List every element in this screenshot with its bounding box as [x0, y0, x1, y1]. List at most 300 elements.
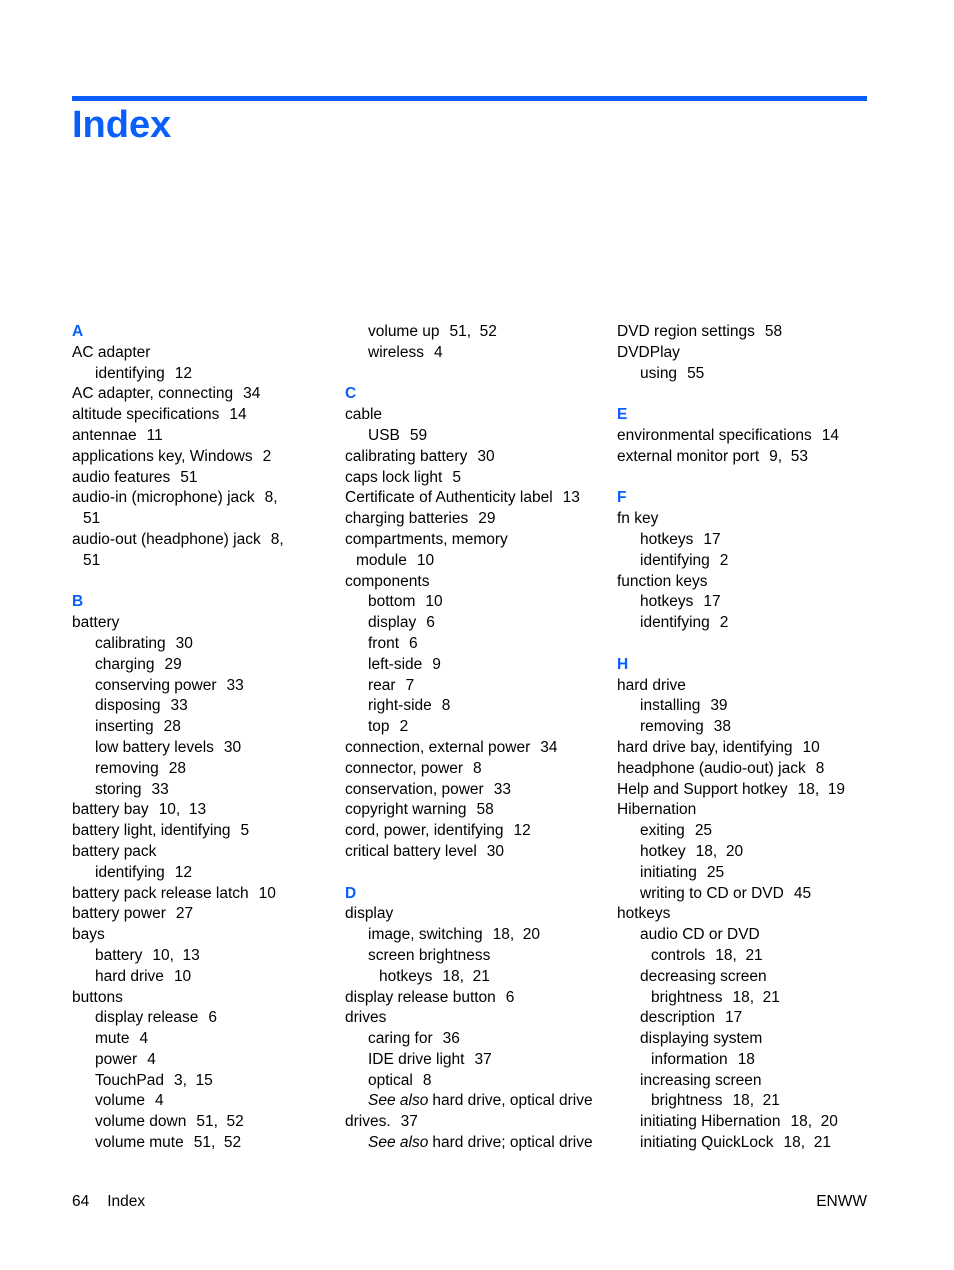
index-term: hotkeys	[617, 905, 671, 923]
index-entry	[72, 364, 322, 385]
index-entry	[617, 1029, 877, 1050]
index-entry	[345, 1008, 600, 1029]
index-term: compartments, memory	[345, 530, 508, 548]
see-also-label: See also	[368, 1092, 429, 1110]
index-page-ref: 10, 13	[158, 801, 207, 819]
index-term: DVDPlay	[617, 343, 680, 361]
index-entry	[345, 592, 600, 613]
index-entry	[345, 780, 600, 801]
index-entry	[72, 468, 322, 489]
index-entry	[345, 988, 600, 1009]
index-page-ref: 8	[441, 697, 451, 715]
index-page-ref: 51, 52	[193, 1134, 242, 1152]
index-entry	[617, 322, 877, 343]
index-term: brightness	[651, 1092, 723, 1110]
index-entry	[617, 946, 877, 967]
index-term: volume mute	[95, 1134, 184, 1152]
index-entry	[617, 1112, 877, 1133]
index-page-ref: 18, 20	[695, 842, 744, 860]
index-page-ref: 37	[400, 1113, 418, 1131]
index-term: bays	[72, 926, 105, 944]
index-page-ref: 33	[170, 697, 188, 715]
index-term: storing	[95, 780, 142, 798]
title-rule	[72, 96, 867, 101]
index-entry	[72, 821, 322, 842]
index-letter-heading: H	[617, 655, 629, 673]
index-entry	[345, 738, 600, 759]
index-page-ref: 18, 21	[783, 1134, 831, 1152]
index-entry	[72, 863, 322, 884]
index-page-ref: 18, 20	[492, 926, 540, 944]
index-term: hotkeys	[640, 530, 694, 548]
index-column-3	[617, 322, 877, 1154]
index-entry	[72, 384, 322, 405]
index-term: right-side	[368, 697, 432, 715]
index-term: IDE drive light	[368, 1050, 465, 1068]
index-page-ref: 45	[793, 884, 812, 902]
index-term: removing	[95, 759, 159, 777]
index-page-ref: 2	[719, 614, 729, 632]
index-entry	[345, 488, 600, 509]
index-term: antennae	[72, 426, 137, 444]
index-page-ref: 12	[174, 364, 193, 382]
index-entry	[72, 1050, 322, 1071]
index-entry	[345, 655, 600, 676]
index-letter-heading: A	[72, 323, 84, 340]
index-entry	[617, 821, 877, 842]
index-page-ref: 14	[821, 426, 839, 444]
index-entry	[72, 696, 322, 717]
index-entry	[617, 967, 877, 988]
index-term: description	[640, 1009, 715, 1027]
index-term: applications key, Windows	[72, 447, 253, 465]
index-term: battery	[72, 614, 120, 632]
index-term: audio features	[72, 468, 171, 486]
index-page-ref: 6	[208, 1009, 218, 1027]
index-term: caps lock light	[345, 468, 443, 486]
index-term: volume	[95, 1092, 145, 1110]
index-page-ref: 33	[226, 676, 244, 694]
index-page-ref: 10	[802, 738, 820, 756]
index-entry	[345, 343, 600, 364]
index-page-ref: 39	[710, 697, 728, 715]
index-entry	[345, 717, 600, 738]
index-entry	[617, 925, 877, 946]
index-entry	[345, 509, 600, 530]
index-entry	[72, 634, 322, 655]
index-term: external monitor port	[617, 447, 760, 465]
index-term: display release button	[345, 988, 496, 1006]
index-page-ref: 5	[240, 822, 250, 840]
index-term: hard drive	[95, 967, 164, 985]
index-entry	[345, 925, 600, 946]
index-term: identifying	[640, 614, 710, 632]
index-term: power	[95, 1050, 138, 1068]
index-entry	[617, 530, 877, 551]
index-term: AC adapter	[72, 343, 151, 361]
index-entry	[617, 676, 877, 697]
index-letter-heading: D	[345, 884, 357, 902]
index-page-ref: 51	[180, 468, 198, 486]
index-page-ref: 33	[151, 780, 169, 798]
index-entry	[72, 904, 322, 925]
index-term: cord, power, identifying	[345, 822, 504, 840]
index-page-ref: 37	[474, 1050, 492, 1068]
index-term: volume down	[95, 1113, 187, 1131]
index-page-ref: 10, 13	[152, 946, 200, 964]
index-entry	[617, 759, 877, 780]
index-term: low battery levels	[95, 738, 214, 756]
index-entry	[345, 530, 600, 551]
index-page-ref: 30	[175, 634, 193, 652]
index-entry	[345, 1050, 600, 1071]
index-term: AC adapter, connecting	[72, 385, 234, 403]
index-entry	[345, 759, 600, 780]
index-entry	[617, 447, 877, 468]
index-entry	[72, 676, 322, 697]
index-term: drives.	[345, 1113, 391, 1131]
footer-right: ENWW	[816, 1193, 867, 1210]
index-page-ref: 8,	[264, 489, 278, 507]
index-term: critical battery level	[345, 842, 477, 860]
index-term: identifying	[640, 551, 710, 569]
index-entry	[72, 738, 322, 759]
index-term: charging	[95, 655, 155, 673]
index-page-ref: 8	[815, 759, 825, 777]
index-term: display	[345, 905, 394, 923]
index-page-ref: 18, 21	[732, 988, 780, 1006]
index-entry	[617, 613, 877, 634]
index-page-ref: 29	[164, 655, 182, 673]
index-page-ref: 18, 19	[797, 780, 846, 798]
index-page-ref: 28	[168, 759, 186, 777]
index-page-ref: 8,	[270, 530, 284, 548]
index-term: Help and Support hotkey	[617, 780, 788, 798]
index-page-ref: 51	[83, 510, 101, 528]
index-page-ref: 8	[422, 1071, 432, 1089]
index-page-ref: 17	[703, 530, 721, 548]
index-term: headphone (audio-out) jack	[617, 759, 806, 777]
index-term: Certificate of Authenticity label	[345, 489, 553, 507]
index-page-ref: 4	[139, 1030, 149, 1048]
index-entry	[72, 655, 322, 676]
index-term: decreasing screen	[640, 967, 767, 985]
index-page-ref: 58	[764, 323, 783, 340]
index-term: brightness	[651, 988, 723, 1006]
index-term: exiting	[640, 822, 685, 840]
index-term: displaying system	[640, 1030, 763, 1048]
index-term: controls	[651, 946, 706, 964]
index-term: cable	[345, 406, 383, 424]
index-page-ref: 10	[416, 551, 435, 569]
index-page-ref: 2	[262, 447, 272, 465]
index-page-ref: 12	[174, 863, 193, 881]
index-entry	[345, 551, 600, 572]
index-term: initiating Hibernation	[640, 1113, 781, 1131]
index-entry	[345, 405, 600, 426]
index-page-ref: 25	[706, 863, 725, 881]
index-term: TouchPad	[95, 1071, 164, 1089]
index-term: identifying	[95, 364, 165, 382]
index-term: volume up	[368, 323, 440, 340]
index-page-ref: 6	[426, 614, 435, 632]
index-entry	[345, 322, 600, 343]
index-entry	[617, 343, 877, 364]
index-page-ref: 38	[713, 718, 731, 736]
index-term: front	[368, 634, 400, 652]
index-term: image, switching	[368, 926, 483, 944]
index-entry	[72, 1029, 322, 1050]
index-page-ref: 10	[173, 967, 192, 985]
index-entry	[72, 717, 322, 738]
index-entry	[617, 426, 877, 447]
index-page-ref: 9, 53	[769, 447, 808, 465]
index-entry	[345, 696, 600, 717]
index-term: hard drive	[617, 676, 686, 694]
index-term: Hibernation	[617, 801, 697, 819]
index-page-ref: 18, 21	[732, 1092, 780, 1110]
index-term: battery bay	[72, 801, 149, 819]
index-page-ref: 34	[540, 738, 558, 756]
index-page-ref: 18, 21	[442, 967, 490, 985]
index-entry	[72, 1008, 322, 1029]
index-page-ref: 36	[442, 1030, 460, 1048]
index-entry	[617, 884, 877, 905]
index-term: display	[368, 614, 417, 632]
index-entry	[72, 488, 322, 509]
index-page-ref: 6	[505, 988, 515, 1006]
index-entry	[345, 967, 600, 988]
index-term: inserting	[95, 718, 154, 736]
index-term: altitude specifications	[72, 406, 220, 424]
index-page-ref: 55	[687, 364, 705, 382]
index-page-ref: 10	[425, 593, 443, 611]
index-page-ref: 8	[473, 759, 482, 777]
index-entry	[72, 551, 322, 572]
index-entry	[617, 1091, 877, 1112]
index-entry	[72, 780, 322, 801]
index-term: initiating QuickLock	[640, 1134, 774, 1152]
index-page-ref: 18, 21	[715, 946, 763, 964]
index-term: hard drive bay, identifying	[617, 738, 793, 756]
see-also-target: hard drive, optical drive	[432, 1092, 593, 1110]
index-entry	[617, 1133, 877, 1154]
index-page-ref: 2	[399, 718, 409, 736]
index-page-ref: 18, 20	[790, 1113, 838, 1131]
index-entry	[345, 1071, 600, 1092]
index-entry	[617, 738, 877, 759]
index-term: conserving power	[95, 676, 217, 694]
footer-section: Index	[107, 1193, 146, 1210]
index-page-ref: 4	[147, 1050, 156, 1068]
index-term: DVD region settings	[617, 323, 755, 340]
index-entry	[345, 1133, 600, 1154]
index-entry	[72, 1071, 322, 1092]
index-entry	[72, 613, 322, 634]
index-page-ref: 51	[83, 551, 101, 569]
index-entry	[345, 1029, 600, 1050]
index-entry	[72, 1133, 322, 1154]
index-term: display release	[95, 1009, 199, 1027]
index-term: increasing screen	[640, 1071, 762, 1089]
index-entry	[72, 1112, 322, 1133]
index-term: hotkey	[640, 842, 686, 860]
index-term: environmental specifications	[617, 426, 812, 444]
index-entry	[345, 613, 600, 634]
index-term: disposing	[95, 697, 161, 715]
index-entry	[72, 343, 322, 364]
index-entry	[72, 1091, 322, 1112]
index-page-ref: 30	[477, 447, 495, 465]
index-term: buttons	[72, 988, 123, 1006]
index-page-ref: 4	[154, 1092, 164, 1110]
index-page-ref: 5	[452, 468, 461, 486]
index-letter-heading: B	[72, 593, 84, 611]
index-term: caring for	[368, 1030, 433, 1048]
index-term: identifying	[95, 863, 165, 881]
index-term: USB	[368, 426, 400, 444]
see-also-target: hard drive; optical drive	[432, 1134, 593, 1152]
index-term: hotkeys	[640, 593, 694, 611]
index-term: top	[368, 718, 390, 736]
index-entry	[345, 572, 600, 593]
index-page-ref: 13	[562, 489, 580, 507]
index-page-ref: 30	[223, 738, 242, 756]
index-entry	[617, 1071, 877, 1092]
index-term: conservation, power	[345, 780, 484, 798]
index-term: battery pack release latch	[72, 884, 249, 902]
index-term: battery	[95, 946, 143, 964]
index-entry	[72, 925, 322, 946]
index-page-ref: 28	[163, 718, 181, 736]
index-page-ref: 17	[703, 593, 721, 611]
index-term: bottom	[368, 593, 416, 611]
index-page-ref: 11	[146, 426, 163, 444]
index-entry	[345, 842, 600, 863]
index-term: writing to CD or DVD	[640, 884, 784, 902]
index-page-ref: 17	[724, 1009, 743, 1027]
index-entry	[72, 967, 322, 988]
index-entry	[617, 509, 877, 530]
index-entry	[72, 759, 322, 780]
index-term: optical	[368, 1071, 413, 1089]
index-page-ref: 10	[258, 884, 276, 902]
index-term: wireless	[368, 343, 424, 361]
index-entry	[72, 946, 322, 967]
index-term: rear	[368, 676, 396, 694]
index-term: module	[356, 551, 407, 569]
index-page-ref: 34	[243, 385, 261, 403]
page-title: Index	[72, 104, 172, 146]
see-also-label: See also	[368, 1134, 429, 1152]
index-page-ref: 58	[476, 801, 494, 819]
index-entry	[345, 676, 600, 697]
index-page-ref: 33	[493, 780, 511, 798]
index-page-ref: 14	[229, 406, 247, 424]
index-term: audio CD or DVD	[640, 926, 760, 944]
index-entry	[617, 904, 877, 925]
index-column-1	[72, 322, 322, 1154]
index-term: battery pack	[72, 842, 157, 860]
index-entry	[617, 800, 877, 821]
index-entry	[345, 468, 600, 489]
index-entry	[72, 509, 322, 530]
index-page-ref: 2	[719, 551, 729, 569]
index-page-ref: 9	[432, 655, 441, 673]
index-entry	[617, 1050, 877, 1071]
index-term: connector, power	[345, 759, 464, 777]
index-page-ref: 12	[513, 822, 531, 840]
index-entry	[617, 364, 877, 385]
index-entry	[345, 946, 600, 967]
index-entry	[617, 863, 877, 884]
index-entry	[72, 530, 322, 551]
index-term: connection, external power	[345, 738, 531, 756]
index-entry	[617, 1008, 877, 1029]
index-term: battery power	[72, 905, 166, 923]
index-page-ref: 51, 52	[449, 323, 497, 340]
index-page-ref: 59	[409, 426, 428, 444]
index-entry	[345, 1091, 600, 1112]
index-entry	[617, 572, 877, 593]
index-entry	[72, 884, 322, 905]
index-term: information	[651, 1050, 728, 1068]
index-term: components	[345, 572, 430, 590]
footer-page-number: 64	[72, 1193, 90, 1210]
index-entry	[72, 988, 322, 1009]
index-term: charging batteries	[345, 510, 469, 528]
index-entry	[617, 696, 877, 717]
index-page-ref: 30	[486, 842, 505, 860]
index-entry	[345, 800, 600, 821]
index-term: calibrating battery	[345, 447, 468, 465]
index-entry	[72, 405, 322, 426]
index-term: screen brightness	[368, 946, 491, 964]
index-entry	[617, 842, 877, 863]
index-term: installing	[640, 697, 701, 715]
index-entry	[345, 821, 600, 842]
index-letter-heading: E	[617, 406, 628, 424]
index-term: function keys	[617, 572, 708, 590]
index-entry	[345, 1112, 600, 1133]
index-page-ref: 6	[409, 634, 418, 652]
index-letter-heading: F	[617, 489, 627, 507]
index-page-ref: 7	[405, 676, 415, 694]
index-term: hotkeys	[379, 967, 433, 985]
index-entry	[617, 717, 877, 738]
footer-left	[72, 1192, 163, 1212]
index-term: fn key	[617, 510, 659, 528]
index-entry	[345, 634, 600, 655]
index-term: removing	[640, 718, 704, 736]
index-entry	[345, 426, 600, 447]
index-entry	[617, 551, 877, 572]
index-column-2	[345, 322, 600, 1154]
index-entry	[345, 904, 600, 925]
index-entry	[617, 592, 877, 613]
index-term: calibrating	[95, 634, 166, 652]
index-entry	[617, 780, 877, 801]
index-page-ref: 4	[433, 343, 443, 361]
index-term: using	[640, 364, 678, 382]
index-term: left-side	[368, 655, 423, 673]
index-term: drives	[345, 1009, 387, 1027]
index-term: audio-out (headphone) jack	[72, 530, 261, 548]
index-page-ref: 18	[737, 1050, 755, 1068]
index-term: copyright warning	[345, 801, 467, 819]
index-entry	[72, 447, 322, 468]
index-entry	[72, 800, 322, 821]
